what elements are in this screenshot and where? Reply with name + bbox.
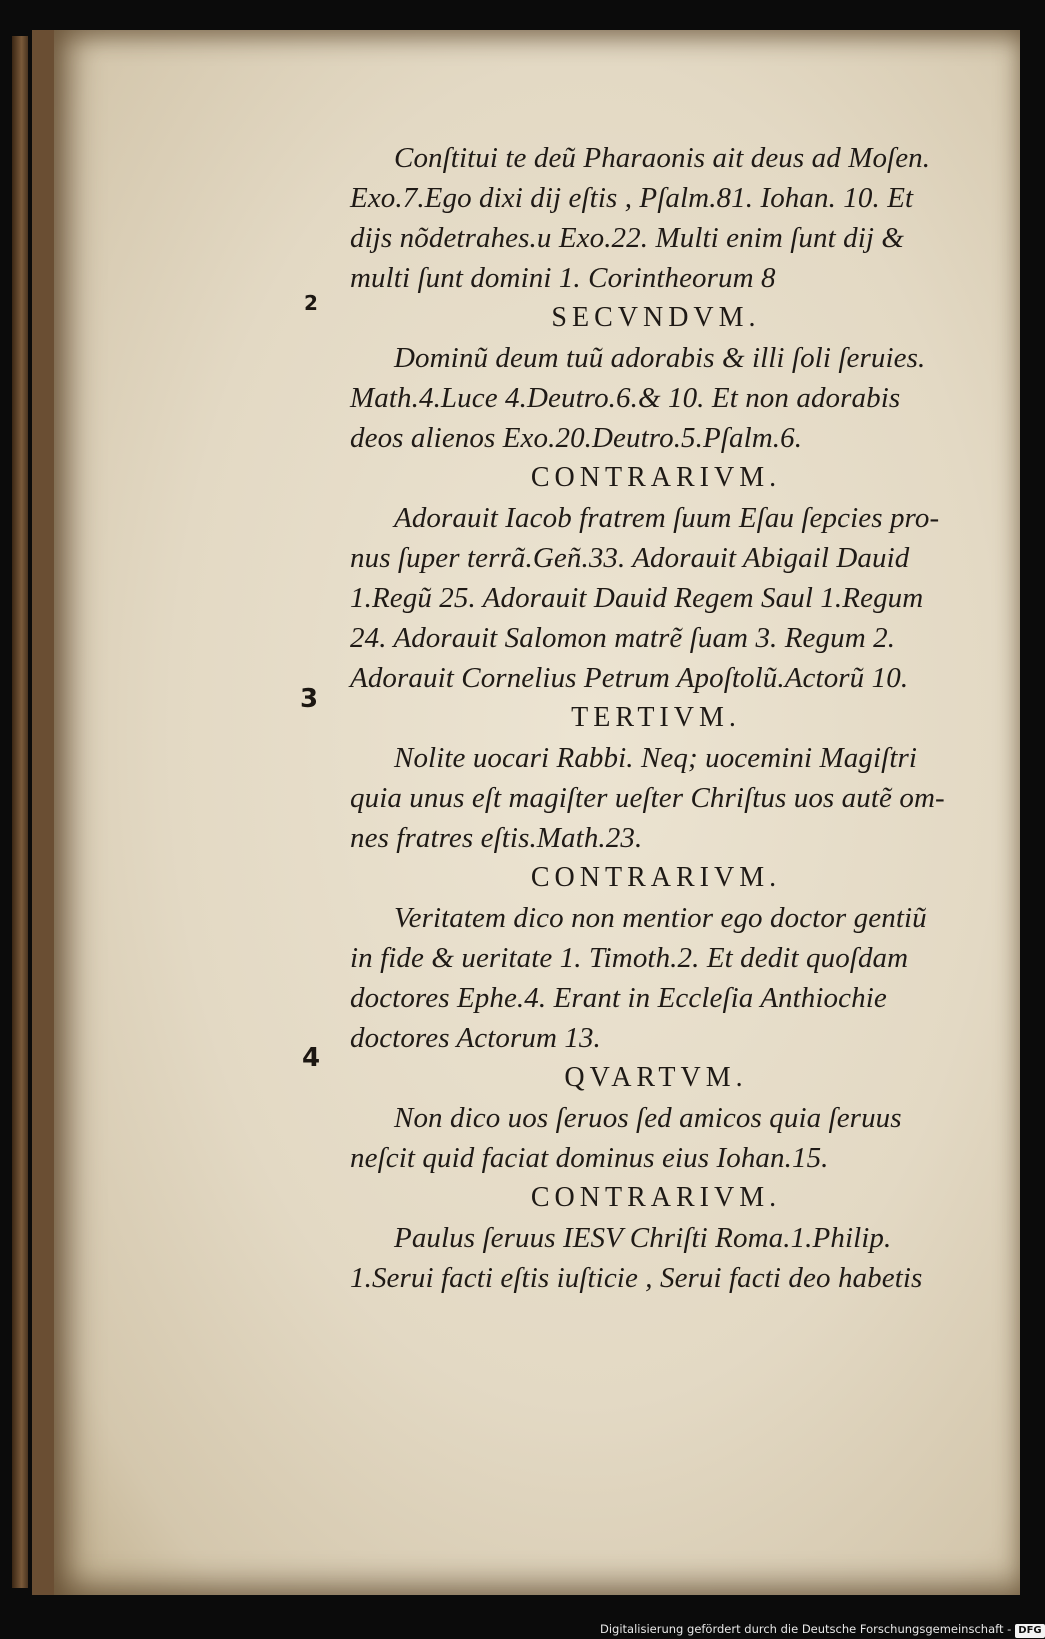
- text-line: doctores Actorum 13.: [350, 1022, 601, 1054]
- section-heading: CONTRARIVM.: [530, 1182, 782, 1213]
- text-line: Adorauit Iacob fratrem ſuum Eſau ſepcies pro-: [394, 502, 940, 534]
- text-line: Veritatem dico non mentior ego doctor gentiũ: [394, 902, 927, 934]
- footer-credit: Digitalisierung gefördert durch die Deutsche Forschungsgemeinschaft -: [600, 1622, 1012, 1636]
- digitization-footer: [600, 1620, 1042, 1639]
- text-line: dijs nõdetrahes.u Exo.22. Multi enim ſunt dij &: [350, 222, 905, 254]
- book-spine-edge: [12, 36, 28, 1588]
- text-line: Paulus ſeruus IESV Chriſti Roma.1.Philip.: [394, 1222, 892, 1254]
- text-line: nes fratres eſtis.Math.23.: [350, 822, 643, 854]
- section-heading: SECVNDVM.: [551, 302, 761, 333]
- text-line: quia unus eſt magiſter ueſter Chriſtus uos autẽ om-: [350, 782, 945, 814]
- section-heading: CONTRARIVM.: [530, 462, 782, 493]
- text-line: doctores Ephe.4. Erant in Eccleſia Anthiochie: [350, 982, 887, 1014]
- section-heading: CONTRARIVM.: [530, 862, 782, 893]
- text-line: neſcit quid faciat dominus eius Iohan.15.: [350, 1142, 829, 1174]
- text-line: 1.Serui facti eſtis iuſticie , Serui facti deo habetis: [350, 1262, 923, 1294]
- text-line: nus ſuper terrã.Geñ.33. Adorauit Abigail Dauid: [350, 542, 910, 574]
- text-line: Non dico uos ſeruos ſed amicos quia ſeruus: [394, 1102, 902, 1134]
- dfg-logo: DFG: [1015, 1624, 1044, 1638]
- text-line: Adorauit Cornelius Petrum Apoſtolũ.Actorũ 10.: [350, 662, 909, 694]
- section-heading: TERTIVM.: [571, 702, 741, 733]
- text-line: Exo.7.Ego dixi dij eſtis , Pſalm.81. Iohan. 10. Et: [350, 182, 914, 214]
- text-line: Math.4.Luce 4.Deutro.6.& 10. Et non adorabis: [350, 382, 901, 414]
- text-line: multi ſunt domini 1. Corintheorum 8: [350, 262, 776, 294]
- text-line: 1.Regũ 25. Adorauit Dauid Regem Saul 1.Regum: [350, 582, 924, 614]
- text-line: in fide & ueritate 1. Timoth.2. Et dedit quoſdam: [350, 942, 909, 974]
- margin-mark-4: 4: [302, 1043, 321, 1073]
- margin-mark-2: 2: [304, 291, 318, 315]
- text-line: Nolite uocari Rabbi. Neq; uocemini Magiſtri: [394, 742, 918, 774]
- margin-mark-3: 3: [300, 684, 319, 714]
- page-text-block: [350, 138, 962, 1298]
- section-heading: QVARTVM.: [564, 1062, 748, 1093]
- text-line: Dominũ deum tuũ adorabis & illi ſoli ſeruies.: [394, 342, 926, 374]
- text-line: 24. Adorauit Salomon matrẽ ſuam 3. Regum 2.: [350, 622, 896, 654]
- text-line: deos alienos Exo.20.Deutro.5.Pſalm.6.: [350, 422, 803, 454]
- text-line: Conſtitui te deũ Pharaonis ait deus ad Moſen.: [394, 142, 931, 174]
